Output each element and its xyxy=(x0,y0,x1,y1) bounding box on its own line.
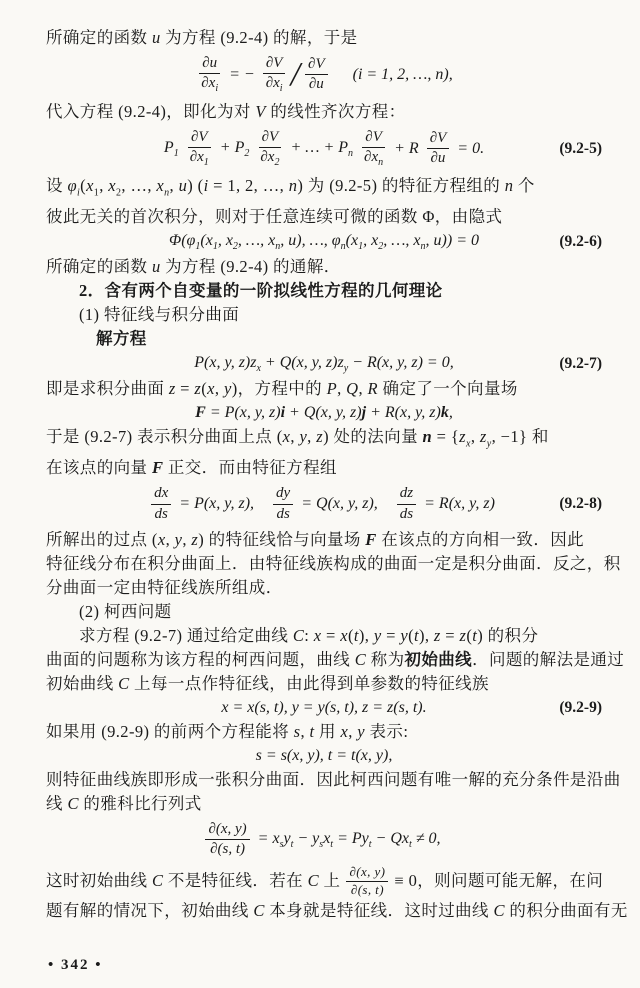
denominator: ds xyxy=(154,505,168,522)
term-pn: + … + $P_n$ xyxy=(290,138,354,159)
numerator: ∂V xyxy=(427,130,450,149)
numerator: ∂V xyxy=(259,129,282,148)
text-line-15: 求方程 (9.2-7) 通过给定曲线 C: x = x(t), y = y(t), z = z(t) 的积分 xyxy=(79,625,539,645)
fraction xyxy=(198,55,221,95)
rhs-r: = R(x, y, z) xyxy=(424,495,495,513)
text-segment: 这时初始曲线 C 不是特征线．若在 C 上 xyxy=(46,871,341,891)
numerator: ∂V xyxy=(305,56,328,75)
text-segment: ≡ 0，则问题可能无解，在问 xyxy=(394,871,604,891)
text-line-1: 所确定的函数 u 为方程 (9.2-4) 的解，于是 xyxy=(46,28,358,47)
term-p2: + $P_2$ xyxy=(219,138,250,159)
denominator: $\partial x_2$ xyxy=(260,149,280,168)
rhs-q: = Q(x, y, z), xyxy=(301,495,378,513)
solve-equation-label: 解方程 xyxy=(96,328,147,348)
numerator: ∂u xyxy=(199,55,220,74)
rhs-p: = P(x, y, z), xyxy=(179,495,255,513)
inverse-parametrization-equation xyxy=(46,747,602,765)
numerator: ∂V xyxy=(188,129,211,148)
fraction xyxy=(257,129,282,169)
text-segment: 曲面的问题称为该方程的柯西问题，曲线 C 称为 xyxy=(46,649,405,669)
equation-tag: (9.2-7) xyxy=(559,355,602,373)
equation-body: s = s(x, y), t = t(x, y), xyxy=(255,746,393,764)
equation-tag: (9.2-6) xyxy=(559,232,602,250)
fraction xyxy=(187,129,212,169)
text-line-4: 彼此无关的首次积分，则对于任意连续可微的函数 Φ，由隐式 xyxy=(46,206,503,226)
equation-body: $\Phi(\varphi_1(x_1$, $x_2$, …, $x_n$, u), …, $\varphi_n(x_1$, $x_2$, …, $x_n$, u)) = 0 xyxy=(169,231,479,252)
equation-body: F = P(x, y, z)i + Q(x, y, z)j + R(x, y, z)k, xyxy=(195,404,453,422)
equation-body: P(x, y, $z)z_x + Q(x$, y, $z)z_y - R(x$, y, z) = 0, xyxy=(194,353,454,375)
denominator: $\partial x_n$ xyxy=(364,149,384,168)
text-line-13: 分曲面一定由特征线族所组成． xyxy=(46,577,283,597)
text-line-22: 题有解的情况下，初始曲线 C 本身就是特征线．这时过曲线 C 的积分曲面有无 xyxy=(46,901,628,921)
inline-fraction xyxy=(346,865,388,898)
fraction xyxy=(361,129,386,169)
equals-zero: = 0. xyxy=(457,139,485,157)
subsection-2-heading: (2) 柯西问题 xyxy=(79,601,172,621)
fraction xyxy=(397,485,416,523)
fraction xyxy=(263,55,286,95)
equation-body: x = x(s, t), y = y(s, t), z = z(s, t). xyxy=(221,698,427,716)
text-line-10: 在该点的向量 F 正交．而由特征方程组 xyxy=(46,458,337,478)
denominator: ds xyxy=(276,505,290,522)
text-line-17: 初始曲线 C 上每一点作特征线，由此得到单参数的特征线族 xyxy=(46,673,489,693)
numerator: dx xyxy=(151,485,171,504)
text-line-16 xyxy=(46,648,625,672)
denominator: $\partial x_i$ xyxy=(265,75,283,95)
denominator: $\partial x_i$ xyxy=(201,75,219,95)
jacobian-rhs: = $x_sy_t - y_sx_t = Py_t - Qx_t \ne 0$, xyxy=(257,829,441,850)
term-p1: $P_1$ xyxy=(163,138,179,159)
fraction xyxy=(151,485,171,523)
text-line-5: 所确定的函数 u 为方程 (9.2-4) 的通解． xyxy=(46,256,341,276)
formula-derivative-u xyxy=(46,55,602,95)
equation-9-2-7 xyxy=(46,354,602,374)
denominator: $\partial x_1$ xyxy=(189,149,209,168)
fraction xyxy=(205,821,249,859)
text-line-12: 特征线分布在积分曲面上．由特征线族构成的曲面一定是积分曲面．反之，积 xyxy=(46,553,621,573)
equation-9-2-5 xyxy=(46,129,602,169)
denominator: ds xyxy=(399,505,414,522)
numerator: dz xyxy=(397,485,416,504)
subsection-1-heading: (1) 特征线与积分曲面 xyxy=(79,304,240,324)
fraction xyxy=(305,56,328,94)
page-number: • 342 • xyxy=(48,957,103,973)
text-line-9: 于是 (9.2-7) 表示积分曲面上点 (x, y, z) 处的法向量 $n = \{z_x$, $z_y$, −1} 和 xyxy=(46,427,549,450)
text-line-19: 则特征曲线族即形成一张积分曲面．因此柯西问题有唯一解的充分条件是沿曲 xyxy=(46,769,621,789)
numerator: dy xyxy=(273,485,293,504)
jacobian-equation xyxy=(46,821,602,859)
text-segment: ．问题的解法是通过 xyxy=(472,649,625,669)
text-line-20: 线 C 的雅科比行列式 xyxy=(46,793,202,813)
equation-9-2-9 xyxy=(46,699,602,717)
text-line-21 xyxy=(46,863,602,899)
equation-9-2-8 xyxy=(46,485,602,523)
equals-minus: = − xyxy=(229,65,255,83)
denominator: ∂(s, t) xyxy=(350,881,384,897)
bold-term-initial-curve: 初始曲线 xyxy=(404,649,473,669)
fraction xyxy=(273,485,293,523)
denominator: ∂u xyxy=(430,150,446,167)
denominator: ∂u xyxy=(308,76,324,93)
text-line-18: 如果用 (9.2-9) 的前两个方程能将 s, t 用 x, y 表示: xyxy=(46,721,409,741)
text-line-8: 即是求积分曲面 z = z(x, y)，方程中的 P, Q, R 确定了一个向量场 xyxy=(46,379,518,399)
equation-tag: (9.2-9) xyxy=(559,698,602,716)
equation-tag: (9.2-5) xyxy=(559,139,602,157)
numerator: ∂(x, y) xyxy=(205,821,249,840)
denominator: ∂(s, t) xyxy=(210,841,246,858)
index-condition: (i = 1, 2, …, n), xyxy=(352,65,453,83)
division-slash: / xyxy=(290,55,301,93)
equation-9-2-6 xyxy=(46,232,602,252)
equation-tag: (9.2-8) xyxy=(559,495,602,513)
text-line-2: 代入方程 (9.2-4)，即化为对 V 的线性齐次方程： xyxy=(46,101,406,121)
numerator: ∂V xyxy=(362,129,385,148)
text-line-11: 所解出的过点 (x, y, z) 的特征线恰与向量场 F 在该点的方向相一致．因此 xyxy=(46,529,585,549)
vector-field-equation xyxy=(46,404,602,422)
numerator: ∂V xyxy=(263,55,286,74)
fraction xyxy=(427,130,450,168)
section-heading-2: 2．含有两个自变量的一阶拟线性方程的几何理论 xyxy=(79,280,443,300)
text-line-3: 设 $\varphi_i(x_1$, $x_2$, …, $x_n$, u) (i = 1, 2, …, n) 为 (9.2-5) 的特征方程组的 n 个 xyxy=(46,175,535,198)
numerator: ∂(x, y) xyxy=(346,865,388,882)
term-r: + R xyxy=(394,139,419,157)
